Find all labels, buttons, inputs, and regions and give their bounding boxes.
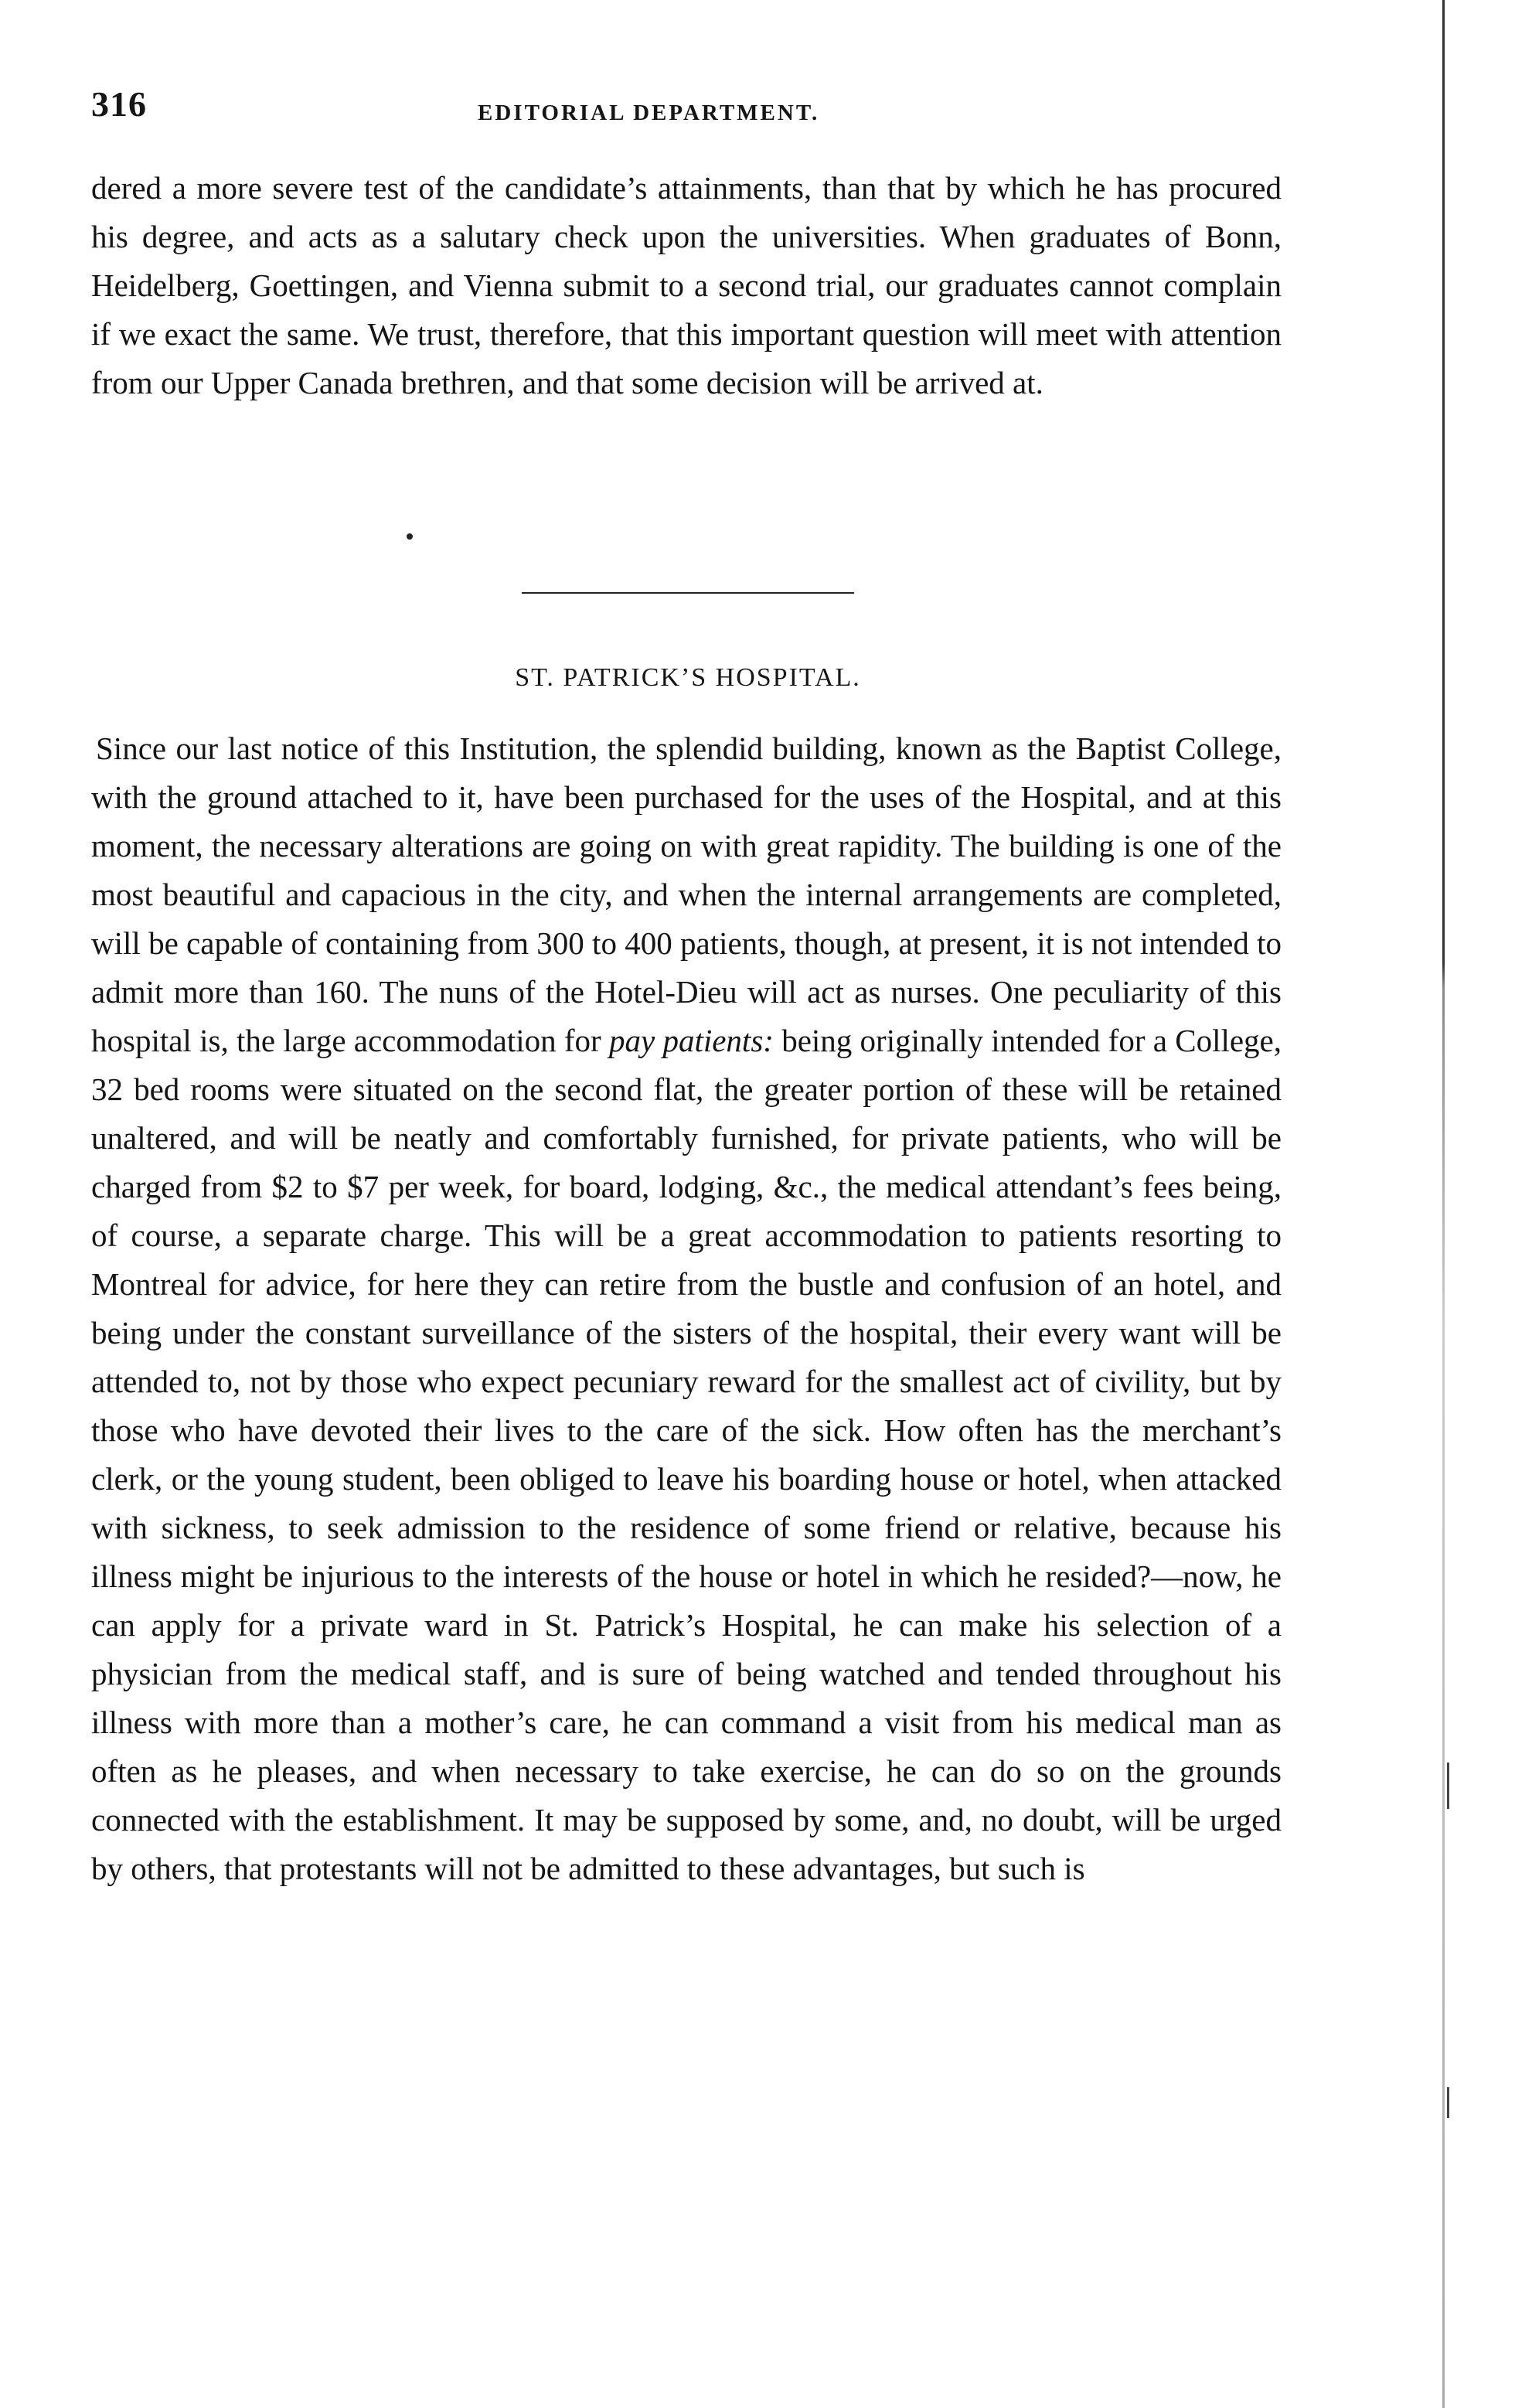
section-title: ST. PATRICK’S HOSPITAL. <box>515 663 861 692</box>
binding-mark <box>1447 2087 1449 2118</box>
binding-mark <box>1447 1763 1449 1809</box>
running-head: EDITORIAL DEPARTMENT. <box>478 100 820 125</box>
continuation-paragraph: dered a more severe test of the candidate’s attainments, than that by which he has procured his degree, and acts as a salutary check upon the universities. When graduates of Bonn, Heidelberg, Goettingen, and Vienna submit to a second trial, our graduates cannot complain if we exact the same. We trust, therefore, that this important question will meet with attention from our Upper Canada brethren, and that some decision will be arrived at. <box>91 170 1282 400</box>
paragraph-text-end: being originally intended for a College, 32 bed rooms were situated on the second flat, the greater portion of these will be retained unaltered, and will be neatly and comfortably furnished, for private patients, who will be charged from $2 to $7 per week, for board, lodging, &c., the medical attendant’s fees being, of course, a separate charge. This will be a great accommodation to patients resorting to Montreal for advice, for here they can retire from the bustle and confusion of an hotel, and being under the constant surveillance of the sisters of the hospital, their every want will be attended to, not by those who expect pecuniary reward for the smallest act of civility, but by those who have devoted their lives to the care of the sick. How often has the merchant’s clerk, or the young student, been obliged to leave his boarding house or hotel, when attacked with sickness, to seek admission to the residence of some friend or relative, because his illness might be injurious to the interests of the house or hotel in which he resided?—now, he can apply for a private ward in St. Patrick’s Hospital, he can make his selection of a physician from the medical staff, and is sure of being watched and tended throughout his illness with more than a mother’s care, he can command a visit from his medical man as often as he pleases, and when necessary to take exercise, he can do so on the grounds connected with the establishment. It may be supposed by some, and, no doubt, will be urged by others, that protestants will not be admitted to these advantages, but such is <box>91 1023 1282 1886</box>
article-body <box>91 724 1282 1893</box>
article-continuation <box>91 164 1282 407</box>
print-speck <box>407 533 413 540</box>
hospital-paragraph <box>91 724 1282 1893</box>
page-binding-edge <box>1442 0 1445 2408</box>
page-header <box>91 83 1297 138</box>
italic-phrase: pay patients: <box>608 1023 774 1058</box>
section-divider-rule <box>522 592 854 594</box>
paragraph-text-start: Since our last notice of this Institution, the splendid building, known as the Baptist College, with the ground attached to it, have been purchased for the uses of the Hospital, and at this moment, the necessary alterations are going on with great rapidity. The building is one of the most beautiful and capacious in the city, and when the internal arrangements are completed, will be capable of containing from 300 to 400 patients, though, at present, it is not intended to admit more than 160. The nuns of the Hotel-Dieu will act as nurses. One peculiarity of this hospital is, the large accommodation for <box>91 731 1282 1058</box>
page-number: 316 <box>91 84 147 124</box>
